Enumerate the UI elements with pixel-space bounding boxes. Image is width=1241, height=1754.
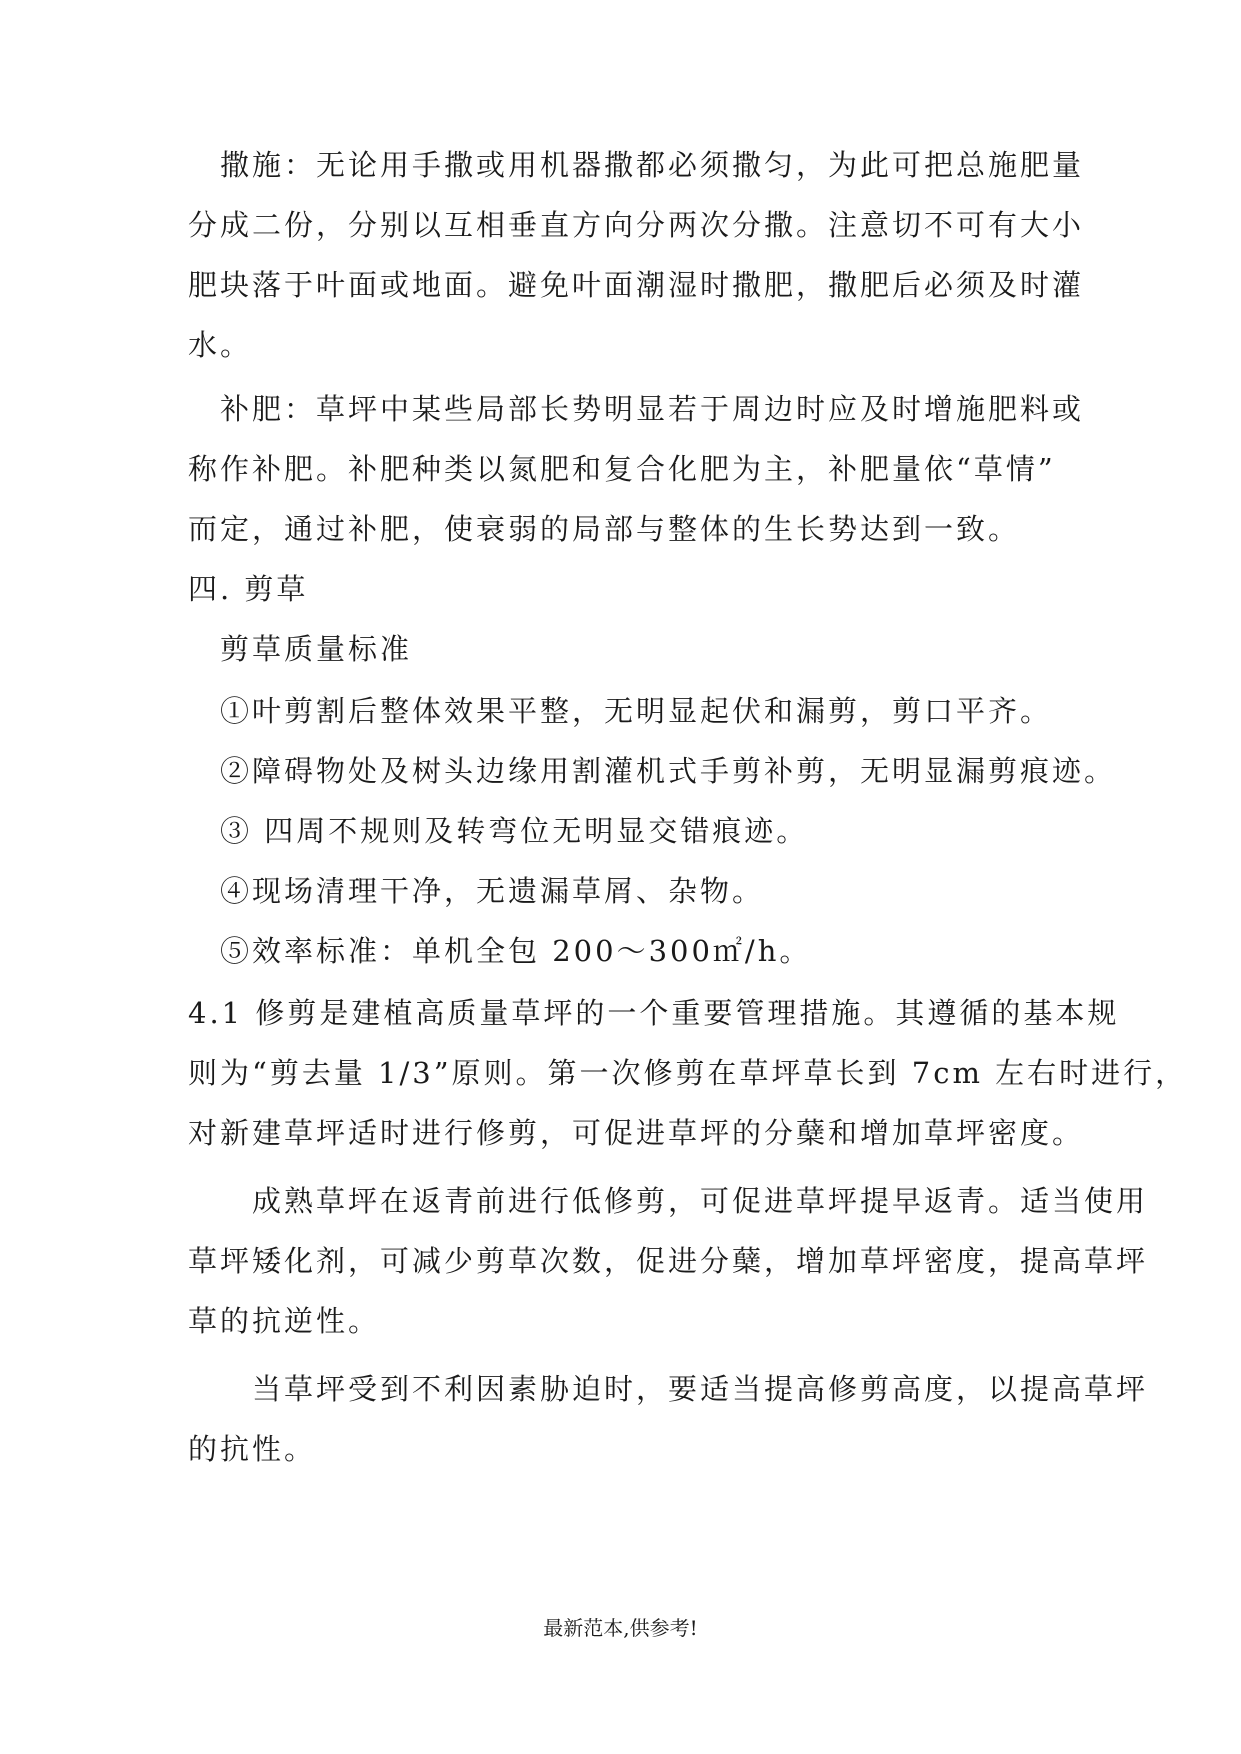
list-item: ②障碍物处及树头边缘用割灌机式手剪补剪，无明显漏剪痕迹。 — [188, 754, 1117, 788]
list-item: ⑤效率标准：单机全包 200～300㎡/h。 — [188, 934, 812, 968]
paragraph-line: 分成二份，分别以互相垂直方向分两次分撒。注意切不可有大小 — [188, 208, 1085, 242]
paragraph-line: 草坪矮化剂，可减少剪草次数，促进分蘖，增加草坪密度，提高草坪 — [188, 1244, 1149, 1278]
paragraph-line: 4.1 修剪是建植高质量草坪的一个重要管理措施。其遵循的基本规 — [188, 996, 1120, 1030]
list-item: ①叶剪割后整体效果平整，无明显起伏和漏剪，剪口平齐。 — [188, 694, 1053, 728]
paragraph-line: 而定，通过补肥，使衰弱的局部与整体的生长势达到一致。 — [188, 512, 1021, 546]
paragraph-line: 当草坪受到不利因素胁迫时，要适当提高修剪高度，以提高草坪 — [188, 1372, 1149, 1406]
section-heading: 四. 剪草 — [188, 572, 309, 606]
paragraph-line: 的抗性。 — [188, 1432, 317, 1466]
paragraph-line: 水。 — [188, 328, 253, 362]
paragraph-line: 肥块落于叶面或地面。避免叶面潮湿时撒肥，撒肥后必须及时灌 — [188, 268, 1085, 302]
paragraph-line: 撒施：无论用手撒或用机器撒都必须撒匀，为此可把总施肥量 — [188, 148, 1085, 182]
paragraph-line: 补肥：草坪中某些局部长势明显若于周边时应及时增施肥料或 — [188, 392, 1085, 426]
paragraph-line: 则为“剪去量 1/3”原则。第一次修剪在草坪草长到 7cm 左右时进行， — [188, 1056, 1188, 1090]
subsection-heading: 剪草质量标准 — [188, 632, 413, 666]
paragraph-line: 称作补肥。补肥种类以氮肥和复合化肥为主，补肥量依“草情” — [188, 452, 1056, 486]
paragraph-line: 对新建草坪适时进行修剪，可促进草坪的分蘖和增加草坪密度。 — [188, 1116, 1085, 1150]
list-item: ③ 四周不规则及转弯位无明显交错痕迹。 — [188, 814, 809, 848]
page-footer: 最新范本,供参考! — [543, 1616, 698, 1640]
list-item: ④现场清理干净，无遗漏草屑、杂物。 — [188, 874, 765, 908]
paragraph-line: 成熟草坪在返青前进行低修剪，可促进草坪提早返青。适当使用 — [188, 1184, 1149, 1218]
paragraph-line: 草的抗逆性。 — [188, 1304, 381, 1338]
